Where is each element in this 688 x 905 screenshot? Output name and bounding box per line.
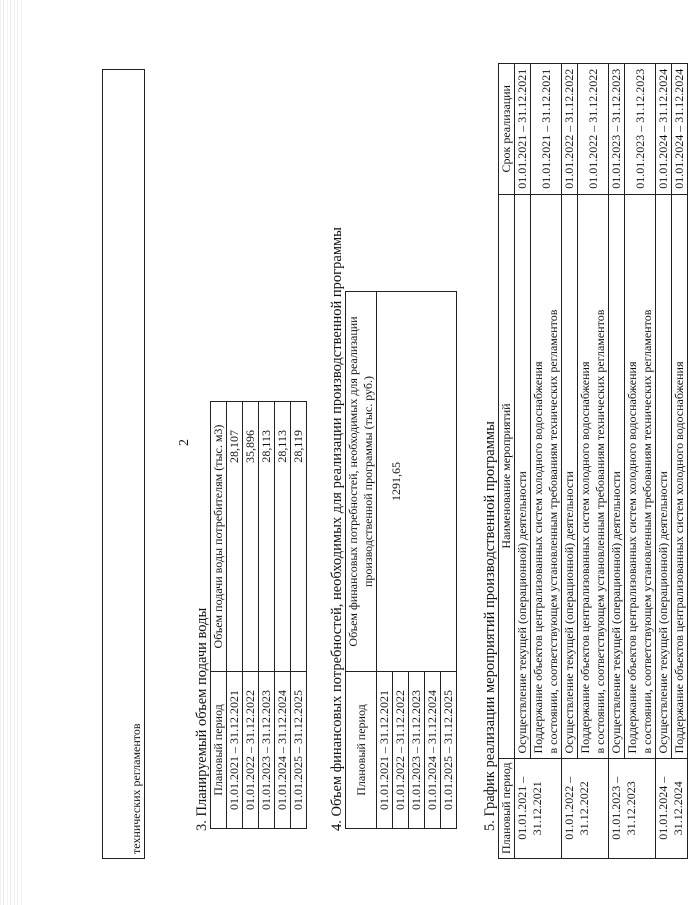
activity-line: Поддержание объектов централизованных систем холодного водоснабжения — [578, 361, 592, 754]
period-cell: 01.01.2022 – 31.12.2022 — [393, 672, 409, 829]
scan-edge-artifact — [0, 0, 24, 905]
header-finance-line1: Объем финансовых потребностей, необходимых для реализации — [346, 316, 360, 647]
period-cell — [609, 758, 656, 858]
period-end: 31.12.2023 — [624, 781, 638, 836]
period-cell: 01.01.2022 – 31.12.2022 — [243, 672, 259, 829]
period-start: 01.01.2024 – — [656, 776, 670, 840]
page-number: 2 — [177, 439, 192, 446]
period-cell: 01.01.2025 – 31.12.2025 — [441, 672, 457, 829]
volume-cell: 28,107 — [227, 402, 243, 672]
activity-cell: Осуществление текущей (операционной) деятельности — [562, 194, 578, 758]
activity-line: Поддержание объектов централизованных систем холодного водоснабжения — [672, 361, 686, 754]
activity-line: в состоянии, соответствующем установленным требованиям технических регламентов — [593, 309, 607, 754]
period-end: 31.12.2022 — [577, 781, 591, 836]
table-header-row — [211, 402, 227, 829]
section5-title: 5. График реализации мероприятий производственной программы — [482, 421, 498, 831]
section3-title: 3. Планируемый объем подачи воды — [194, 607, 210, 831]
continuation-cell: технических регламентов — [103, 70, 145, 859]
period-cell — [515, 758, 562, 858]
activity-cell — [672, 194, 688, 758]
table-header-row — [499, 64, 515, 859]
schedule-table — [498, 63, 688, 859]
rotated-document-page — [92, 51, 686, 871]
period-cell — [656, 758, 688, 858]
finance-table — [345, 291, 457, 829]
period-start: 01.01.2022 – — [562, 776, 576, 840]
activity-line: Поддержание объектов централизованных систем холодного водоснабжения — [531, 361, 545, 754]
water-volume-table — [210, 401, 307, 829]
volume-cell: 28,119 — [291, 402, 307, 672]
term-cell: 01.01.2021 – 31.12.2021 — [515, 64, 531, 195]
header-term: Срок реализации — [499, 64, 515, 195]
header-period: Плановый период — [346, 672, 377, 829]
volume-cell: 28,113 — [259, 402, 275, 672]
term-cell: 01.01.2024 – 31.12.2024 — [656, 64, 672, 195]
table-row — [259, 402, 275, 829]
header-name: Наименование мероприятий — [499, 194, 515, 758]
header-period: Плановый период — [499, 758, 515, 858]
table-row — [275, 402, 291, 829]
activity-cell: Осуществление текущей (операционной) деятельности — [656, 194, 672, 758]
period-end: 31.12.2021 — [530, 781, 544, 836]
finance-value-cell: 1291,65 — [377, 292, 457, 672]
volume-cell: 35,896 — [243, 402, 259, 672]
activity-line: в состоянии, соответствующем установленным требованиям технических регламентов — [546, 309, 560, 754]
table-row — [377, 292, 393, 829]
table-row — [562, 64, 578, 859]
term-cell: 01.01.2022 – 31.12.2022 — [578, 64, 609, 195]
period-cell: 01.01.2024 – 31.12.2024 — [275, 672, 291, 829]
table-row — [609, 64, 625, 859]
period-cell: 01.01.2025 – 31.12.2025 — [291, 672, 307, 829]
table-row — [625, 64, 656, 859]
activity-cell — [578, 194, 609, 758]
activity-cell — [531, 194, 562, 758]
period-cell: 01.01.2024 – 31.12.2024 — [425, 672, 441, 829]
period-cell: 01.01.2021 – 31.12.2021 — [377, 672, 393, 829]
term-cell: 01.01.2023 – 31.12.2023 — [625, 64, 656, 195]
activity-line: в состоянии, соответствующем установленным требованиям технических регламентов — [640, 309, 654, 754]
activity-line: Поддержание объектов централизованных систем холодного водоснабжения — [625, 361, 639, 754]
header-volume: Объем подачи воды потребителям (тыс. м3) — [211, 402, 227, 672]
table-row — [672, 64, 688, 859]
activity-cell: Осуществление текущей (операционной) деятельности — [609, 194, 625, 758]
period-cell: 01.01.2021 – 31.12.2021 — [227, 672, 243, 829]
volume-cell: 28,113 — [275, 402, 291, 672]
period-cell: 01.01.2023 – 31.12.2023 — [409, 672, 425, 829]
table-row — [656, 64, 672, 859]
term-cell: 01.01.2024 – 31.12.2024 — [672, 64, 688, 195]
table-row — [515, 64, 531, 859]
period-cell — [562, 758, 609, 858]
period-start: 01.01.2023 – — [609, 776, 623, 840]
table-row — [243, 402, 259, 829]
period-end: 31.12.2024 — [671, 781, 685, 836]
table-row — [227, 402, 243, 829]
activity-cell: Осуществление текущей (операционной) деятельности — [515, 194, 531, 758]
table-row — [578, 64, 609, 859]
continuation-table — [102, 69, 145, 859]
term-cell: 01.01.2023 – 31.12.2023 — [609, 64, 625, 195]
period-start: 01.01.2021 – — [515, 776, 529, 840]
term-cell: 01.01.2022 – 31.12.2022 — [562, 64, 578, 195]
table-row — [531, 64, 562, 859]
header-period: Плановый период — [211, 672, 227, 829]
activity-cell — [625, 194, 656, 758]
table-row — [291, 402, 307, 829]
term-cell: 01.01.2021 – 31.12.2021 — [531, 64, 562, 195]
period-cell: 01.01.2023 – 31.12.2023 — [259, 672, 275, 829]
section4-title: 4. Объем финансовых потребностей, необходимых для реализации производственной программы — [329, 227, 345, 831]
table-header-row — [346, 292, 377, 829]
header-finance — [346, 292, 377, 672]
header-finance-line2: производственной программы (тыс. руб.) — [361, 375, 375, 588]
